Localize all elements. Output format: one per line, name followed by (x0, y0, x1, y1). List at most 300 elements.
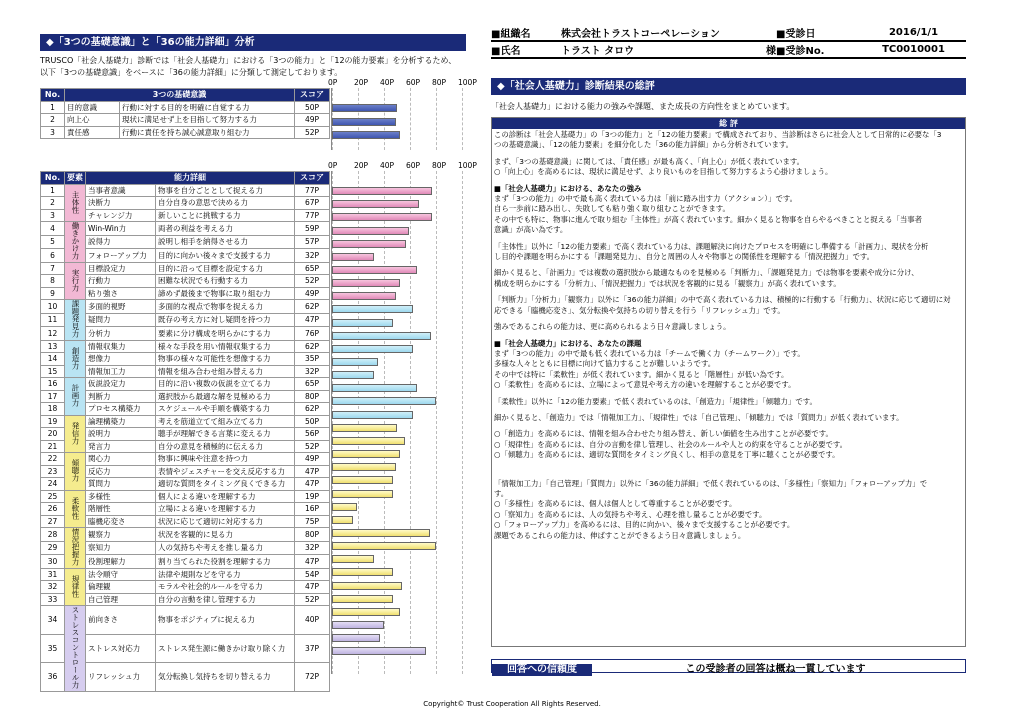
honorific: 様 (766, 46, 776, 57)
basic-header-score: スコア (295, 89, 330, 102)
review-line: ○「創造力」を高めるには、情報を組み合わせたり組み替え、新しい価値を生み出すことが必要です。 (494, 429, 833, 439)
review-line: 応できる「臨機応変さ」、気分転換や気持ちの切り替えを行う「リフレッシュ力」です。 (494, 305, 785, 315)
review-line: ■「社会人基礎力」における、あなたの課題 (494, 338, 642, 348)
reliability-label: 回答への信頼度 (492, 664, 592, 676)
review-line: ○「傾聴力」を高めるには、適切な質問をタイミング良くし、相手の意見を丁寧に聴くことが必要です。 (494, 450, 840, 460)
detail-desc: 法律や規則などを守る力 (156, 568, 295, 581)
detail-no: 28 (41, 528, 65, 542)
detail-desc: 要素に分け構成を明らかにする力 (156, 327, 295, 341)
axis-tick: 20P (354, 78, 369, 87)
detail-desc: 目的に向かい後々まで支援する力 (156, 249, 295, 263)
detail-score: 56P (295, 428, 330, 441)
review-line: し目的や課題を明らかにする「課題発見力」、自分と周囲の人々や物事との関係性を理解する「情況把握力」です。 (494, 252, 875, 262)
score-bar (332, 200, 419, 208)
detail-no: 19 (41, 415, 65, 428)
score-bar (332, 118, 396, 126)
category-cell (65, 300, 86, 341)
review-line: ○「察知力」を高めるには、人の気持ちや考え、心理を推し量ることが必要です。 (494, 509, 767, 519)
detail-row (41, 415, 330, 428)
detail-desc: 個人による違いを理解する力 (156, 490, 295, 503)
detail-desc: 諦めず最後まで物事に取り組む力 (156, 287, 295, 300)
detail-name: プロセス構築力 (86, 403, 156, 416)
general-review-body (492, 129, 965, 542)
score-bar (332, 279, 400, 287)
detail-row (41, 528, 330, 542)
review-line: 「判断力」「分析力」「観察力」以外に「36の能力詳細」の中で高く表れている力は、積極的に行動する「行動力」、状況に応じて適切に対 (494, 295, 951, 305)
score-bar (332, 424, 397, 432)
score-bar (332, 319, 393, 327)
review-line: この診断は「社会人基礎力」の「3つの能力」と「12の能力要素」で構成されており、当診断はさらに社会人として日常的に必要な「3 (494, 130, 942, 139)
score-bar (332, 240, 406, 248)
detail-desc: ストレス発生源に働きかけ取り除く力 (156, 634, 295, 663)
detail-no: 35 (41, 634, 65, 663)
detail-desc: 割り当てられた役割を理解する力 (156, 555, 295, 569)
detail-row (41, 184, 330, 197)
basic-table (40, 88, 330, 139)
detail-desc: 物事を自分ごととして捉える力 (156, 184, 295, 197)
score-bar (332, 542, 436, 550)
intro-line-2: 以下「3つの基礎意識」をベースに「36の能力詳細」に分類して測定しております。 (40, 68, 343, 77)
detail-no: 6 (41, 249, 65, 263)
detail-desc: 物事の様々な可能性を想像する力 (156, 353, 295, 366)
detail-no: 1 (41, 184, 65, 197)
review-line: ○「柔軟性」を高めるには、立場によって意見や考え方の違いを理解することが必要です。 (494, 380, 796, 390)
detail-desc: 適切な質問をタイミング良くできる力 (156, 478, 295, 491)
detail-score: 80P (295, 528, 330, 542)
detail-no: 17 (41, 390, 65, 403)
score-bar (332, 345, 413, 353)
detail-name: 前向きさ (86, 606, 156, 635)
basic-header-no: No. (41, 89, 65, 102)
detail-no: 27 (41, 515, 65, 528)
detail-desc: 説明し相手を納得させる力 (156, 235, 295, 249)
axis-tick: 0P (328, 78, 338, 87)
detail-score: 59P (295, 222, 330, 236)
score-bar (332, 131, 400, 139)
detail-name: 質問力 (86, 478, 156, 491)
detail-score: 47P (295, 313, 330, 327)
detail-no: 11 (41, 313, 65, 327)
review-line: その中でも特に、物事に進んで取り組む「主体性」が高く表れています。細かく見ると物事を自らやるべきことと捉える「当事者 (494, 214, 923, 224)
review-line: 意識」が高い為です。 (494, 225, 568, 235)
category-cell (65, 528, 86, 569)
review-line: ○「多様性」を高めるには、個人は個人として尊重することが必要です。 (494, 499, 737, 509)
review-line: ○「規律性」を高めるには、自分の言動を律し管理し、社会のルールや人との約束を守ることが必要です。 (494, 439, 848, 449)
detail-score: 65P (295, 378, 330, 391)
no-label: ■受診No. (776, 41, 861, 58)
name-text: トラスト タロウ (561, 46, 635, 57)
review-line: まず「3つの能力」の中で最も低く表れている力は「チームで働く力（チームワーク）」です。 (494, 348, 805, 358)
detail-row (41, 378, 330, 391)
detail-name: 仮説設定力 (86, 378, 156, 391)
detail-name: 法令順守 (86, 568, 156, 581)
detail-score: 47P (295, 581, 330, 594)
review-line: 多様な人々とともに目標に向けて協力することが難しいようです。 (494, 359, 716, 369)
detail-score: 80P (295, 390, 330, 403)
category-label: 実行力 (71, 268, 80, 291)
detail-row (41, 490, 330, 503)
category-cell (65, 184, 86, 222)
category-label: ストレスコントロール力 (71, 606, 80, 689)
general-review-box (491, 117, 966, 647)
detail-no: 33 (41, 593, 65, 606)
detail-header-no: No. (41, 172, 65, 185)
basic-name: 責任感 (65, 126, 120, 139)
category-cell (65, 568, 86, 606)
detail-no: 9 (41, 287, 65, 300)
detail-name: 自己管理 (86, 593, 156, 606)
basic-no: 1 (41, 101, 65, 114)
no-value: TC0010001 (861, 41, 966, 58)
detail-desc: 状況を客観的に見る力 (156, 528, 295, 542)
score-bar (332, 516, 353, 524)
score-bar (332, 397, 436, 405)
date-value: 2016/1/1 (861, 24, 966, 41)
detail-no: 14 (41, 353, 65, 366)
review-line: まず「3つの能力」の中で最も高く表れている力は「前に踏み出す力（アクション）」です。 (494, 194, 798, 204)
detail-score: 57P (295, 235, 330, 249)
detail-name: 臨機応変さ (86, 515, 156, 528)
detail-header-cat: 要素 (65, 172, 86, 185)
category-cell (65, 262, 86, 300)
basic-desc: 現状に満足せず上を目指して努力する力 (120, 114, 295, 127)
detail-no: 25 (41, 490, 65, 503)
category-label: 柔軟性 (71, 496, 80, 519)
detail-name: 粘り強さ (86, 287, 156, 300)
section-title-left: ◆「3つの基礎意識」と「36の能力詳細」分析 (40, 34, 466, 51)
score-bar (332, 305, 413, 313)
detail-score: 75P (295, 515, 330, 528)
score-bar (332, 104, 397, 112)
detail-score: 72P (295, 663, 330, 692)
basic-desc: 行動に対する目的を明確に自覚する力 (120, 101, 295, 114)
review-line: つの基礎意識」、「12の能力要素」を細分化した「36の能力詳細」から分析されています。 (494, 140, 794, 150)
category-cell (65, 340, 86, 378)
detail-score: 62P (295, 300, 330, 314)
axis-tick: 40P (380, 78, 395, 87)
basic-name: 向上心 (65, 114, 120, 127)
category-cell (65, 415, 86, 453)
category-cell (65, 453, 86, 491)
basic-desc: 行動に責任を持ち誠心誠意取り組む力 (120, 126, 295, 139)
detail-desc: 人の気持ちや考えを推し量る力 (156, 541, 295, 555)
score-bar (332, 529, 430, 537)
score-bar (332, 463, 396, 471)
gridline (410, 171, 411, 674)
detail-desc: 自分の意見を積極的に伝える力 (156, 440, 295, 453)
detail-score: 37P (295, 634, 330, 663)
detail-score: 54P (295, 568, 330, 581)
detail-score: 32P (295, 541, 330, 555)
result-subtitle: 「社会人基礎力」における能力の強みや課題、また成長の方向性をまとめています。 (491, 102, 795, 111)
detail-table (40, 171, 330, 692)
detail-score: 32P (295, 249, 330, 263)
category-label: 規律性 (71, 574, 80, 597)
detail-no: 10 (41, 300, 65, 314)
detail-name: 倫理観 (86, 581, 156, 594)
detail-no: 3 (41, 209, 65, 222)
detail-name: 反応力 (86, 465, 156, 478)
score-bar (332, 490, 393, 498)
category-cell (65, 222, 86, 263)
detail-no: 5 (41, 235, 65, 249)
score-bar (332, 213, 432, 221)
detail-desc: 気分転換し気持ちを切り替える力 (156, 663, 295, 692)
axis-tick: 60P (406, 161, 421, 170)
score-bar (332, 555, 374, 563)
date-label: ■受診日 (776, 24, 861, 41)
detail-score: 49P (295, 287, 330, 300)
detail-name: 説明力 (86, 428, 156, 441)
category-label: 計画力 (71, 384, 80, 407)
category-label: 発信力 (71, 421, 80, 444)
detail-score: 77P (295, 209, 330, 222)
score-bar (332, 621, 384, 629)
review-line: ○「向上心」を高めるには、現状に満足せず、より良いものを目指して努力するよう心掛けましょう。 (494, 167, 833, 177)
detail-row (41, 568, 330, 581)
category-label: 傾聴力 (71, 459, 80, 482)
detail-score: 62P (295, 340, 330, 353)
review-line: 細かく見ると、「計画力」では複数の選択肢から最適なものを見極める「判断力」、「課題発見力」では物事を要素や成分に分け、 (494, 268, 919, 278)
detail-desc: モラルや社会的ルールを守る力 (156, 581, 295, 594)
detail-name: チャレンジ力 (86, 209, 156, 222)
score-bar (332, 450, 400, 458)
detail-name: 想像力 (86, 353, 156, 366)
detail-name: 観察力 (86, 528, 156, 542)
detail-name: リフレッシュ力 (86, 663, 156, 692)
gridline (436, 171, 437, 674)
score-bar (332, 647, 426, 655)
detail-score: 52P (295, 593, 330, 606)
detail-desc: 聴手が理解できる言葉に変える力 (156, 428, 295, 441)
detail-score: 32P (295, 365, 330, 378)
detail-name: 分析力 (86, 327, 156, 341)
detail-desc: スケジュールや手順を構築する力 (156, 403, 295, 416)
basic-no: 2 (41, 114, 65, 127)
detail-score: 52P (295, 275, 330, 288)
detail-desc: 物事をポジティブに捉える力 (156, 606, 295, 635)
review-line: 「情報加工力」「自己管理」「質問力」以外に「36の能力詳細」で低く表れているのは、「多様性」「察知力」「フォローアップ力」で (494, 478, 928, 488)
score-bar (332, 358, 378, 366)
detail-desc: 自分自身の意思で決める力 (156, 197, 295, 210)
detail-score: 50P (295, 415, 330, 428)
category-label: 主体性 (71, 190, 80, 213)
score-bar (332, 292, 396, 300)
detail-score: 76P (295, 327, 330, 341)
score-bar (332, 437, 405, 445)
score-bar (332, 411, 413, 419)
detail-no: 26 (41, 503, 65, 516)
detail-name: 関心力 (86, 453, 156, 466)
review-line: 強みであるこれらの能力は、更に高められるよう日々意識しましょう。 (494, 322, 731, 332)
detail-no: 23 (41, 465, 65, 478)
detail-name: 行動力 (86, 275, 156, 288)
detail-desc: 目的に沿って目標を設定する力 (156, 262, 295, 275)
detail-no: 36 (41, 663, 65, 692)
detail-score: 52P (295, 440, 330, 453)
axis-tick: 80P (432, 78, 447, 87)
detail-score: 65P (295, 262, 330, 275)
review-line: まず、「3つの基礎意識」に関しては、「責任感」が最も高く、「向上心」が低く表れています。 (494, 156, 805, 166)
detail-no: 21 (41, 440, 65, 453)
detail-name: 察知力 (86, 541, 156, 555)
detail-no: 16 (41, 378, 65, 391)
score-bar (332, 332, 431, 340)
detail-score: 47P (295, 465, 330, 478)
basic-header-name: 3つの基礎意識 (65, 89, 295, 102)
score-bar (332, 608, 400, 616)
detail-score: 47P (295, 478, 330, 491)
detail-desc: 立場による違いを理解する力 (156, 503, 295, 516)
detail-desc: 選択肢から最適な解を見極める力 (156, 390, 295, 403)
detail-row (41, 340, 330, 353)
detail-name: 決断力 (86, 197, 156, 210)
axis-tick: 20P (354, 161, 369, 170)
detail-no: 30 (41, 555, 65, 569)
header-info (491, 24, 966, 59)
detail-desc: 多面的な視点で物事を捉える力 (156, 300, 295, 314)
review-line: その中では特に「柔軟性」が低く表れています。細かく見ると「階層性」が低い為です。 (494, 369, 789, 379)
detail-name: 階層性 (86, 503, 156, 516)
detail-no: 7 (41, 262, 65, 275)
score-bar (332, 384, 417, 392)
detail-name: 疑問力 (86, 313, 156, 327)
reliability-row (491, 659, 966, 673)
review-line: 構成を明らかにする「分析力」、「情況把握力」では状況を客観的に見る「観察力」が高く表れています。 (494, 278, 841, 288)
detail-no: 31 (41, 568, 65, 581)
detail-desc: 様々な手段を用い情報収集する力 (156, 340, 295, 353)
detail-desc: 既存の考え方に対し疑問を持つ力 (156, 313, 295, 327)
axis-tick: 40P (380, 161, 395, 170)
score-bar (332, 187, 432, 195)
gridline (410, 88, 411, 150)
category-label: 情況把握力 (71, 528, 80, 566)
score-bar (332, 476, 393, 484)
detail-score: 47P (295, 555, 330, 569)
detail-name: 多様性 (86, 490, 156, 503)
detail-desc: 困難な状況でも行動する力 (156, 275, 295, 288)
detail-name: 論理構築力 (86, 415, 156, 428)
score-bar (332, 253, 374, 261)
axis-tick: 80P (432, 161, 447, 170)
detail-no: 34 (41, 606, 65, 635)
detail-no: 15 (41, 365, 65, 378)
detail-name: フォローアップ力 (86, 249, 156, 263)
basic-score: 52P (295, 126, 330, 139)
detail-no: 22 (41, 453, 65, 466)
detail-desc: 両者の利益を考える力 (156, 222, 295, 236)
detail-no: 4 (41, 222, 65, 236)
axis-tick: 100P (458, 78, 477, 87)
detail-no: 32 (41, 581, 65, 594)
gridline (462, 171, 463, 674)
org-value: 株式会社トラストコーペレーション (561, 24, 776, 41)
detail-score: 77P (295, 184, 330, 197)
score-bar (332, 634, 380, 642)
detail-no: 29 (41, 541, 65, 555)
detail-name: 情報加工力 (86, 365, 156, 378)
detail-row (41, 262, 330, 275)
detail-name: 多面的視野 (86, 300, 156, 314)
detail-score: 49P (295, 453, 330, 466)
detail-desc: 表情やジェスチャーを交え反応する力 (156, 465, 295, 478)
review-line: 「主体性」以外に「12の能力要素」で高く表れている力は、課題解決に向けたプロセスを明確にし準備する「計画力」、現状を分析 (494, 241, 929, 251)
review-line: 細かく見ると、「創造力」では「情報加工力」、「規律性」では「自己管理」、「傾聴力」では「質問力」が低く表れています。 (494, 412, 904, 422)
intro-line-1: TRUSCO「社会人基礎力」診断では「社会人基礎力」における「3つの能力」と「12の能力要素」を分析するため、 (40, 56, 457, 65)
category-label: 課題発見力 (71, 300, 80, 338)
detail-no: 18 (41, 403, 65, 416)
result-title: ◆「社会人基礎力」診断結果の総評 (491, 78, 966, 95)
review-line: す。 (494, 488, 509, 498)
review-line: 課題であるこれらの能力は、伸ばすことができるよう日々意識しましょう。 (494, 530, 746, 540)
detail-name: 役割理解力 (86, 555, 156, 569)
detail-name: 判断力 (86, 390, 156, 403)
basic-chart (328, 78, 477, 150)
name-value (561, 41, 776, 58)
basic-row (41, 126, 330, 139)
score-bar (332, 371, 374, 379)
org-label: ■組織名 (491, 24, 561, 41)
detail-name: 情報収集力 (86, 340, 156, 353)
detail-name: 発言力 (86, 440, 156, 453)
copyright: Copyright© Trust Cooperation All Rights Reserved. (423, 700, 601, 708)
basic-score: 49P (295, 114, 330, 127)
score-bar (332, 582, 402, 590)
axis-tick: 60P (406, 78, 421, 87)
detail-score: 16P (295, 503, 330, 516)
reliability-value: この受診者の回答は概ね一貫しています (685, 664, 866, 675)
detail-name: Win-Win力 (86, 222, 156, 236)
detail-header-score: スコア (295, 172, 330, 185)
basic-row (41, 101, 330, 114)
detail-score: 62P (295, 403, 330, 416)
detail-desc: 情報を組み合わせ組み替える力 (156, 365, 295, 378)
score-bar (332, 503, 357, 511)
detail-header-name: 能力詳細 (86, 172, 295, 185)
detail-score: 35P (295, 353, 330, 366)
detail-no: 20 (41, 428, 65, 441)
detail-desc: 新しいことに挑戦する力 (156, 209, 295, 222)
category-label: 創造力 (71, 346, 80, 369)
category-cell (65, 378, 86, 416)
detail-name: 説得力 (86, 235, 156, 249)
detail-score: 67P (295, 197, 330, 210)
axis-tick: 100P (458, 161, 477, 170)
detail-no: 2 (41, 197, 65, 210)
category-label: 働きかけ力 (71, 222, 80, 260)
detail-desc: 物事に興味や注意を持つ力 (156, 453, 295, 466)
detail-desc: 状況に応じて適切に対応する力 (156, 515, 295, 528)
score-bar (332, 595, 393, 603)
detail-no: 13 (41, 340, 65, 353)
basic-row (41, 114, 330, 127)
detail-name: 目標設定力 (86, 262, 156, 275)
category-cell (65, 490, 86, 528)
detail-chart (328, 161, 477, 674)
detail-row (41, 300, 330, 314)
name-label: ■氏名 (491, 41, 561, 58)
basic-name: 目的意識 (65, 101, 120, 114)
gridline (436, 88, 437, 150)
basic-score: 50P (295, 101, 330, 114)
basic-no: 3 (41, 126, 65, 139)
detail-row (41, 606, 330, 635)
review-line: 「柔軟性」以外に「12の能力要素」で低く表れているのは、「創造力」「規律性」「傾聴力」です。 (494, 396, 817, 406)
detail-desc: 考えを筋道立てて組み立てる力 (156, 415, 295, 428)
score-bar (332, 266, 417, 274)
detail-row (41, 453, 330, 466)
review-line: ■「社会人基礎力」における、あなたの強み (494, 183, 642, 193)
